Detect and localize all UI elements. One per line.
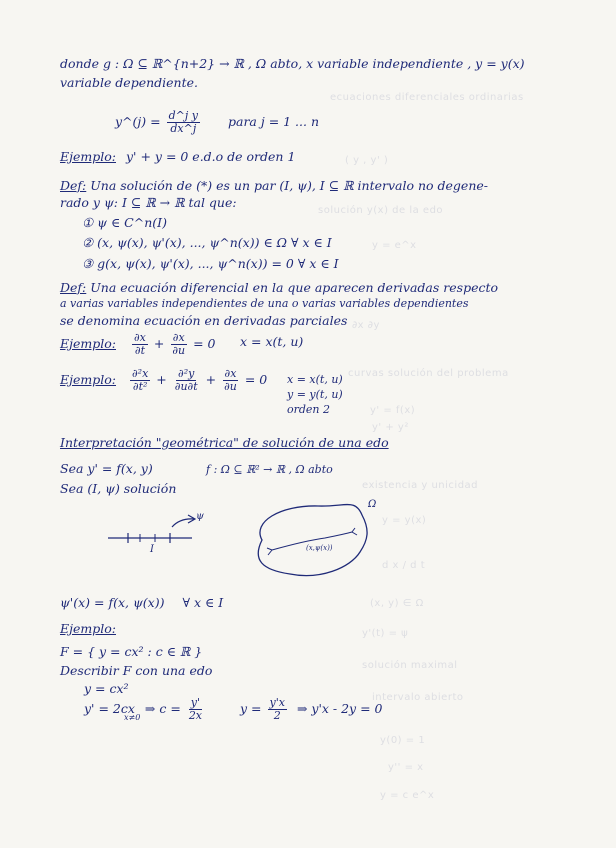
definition-pde: Def: Una ecuación diferencial en la que aparecen derivadas respecto: [60, 280, 499, 295]
example-3: Ejemplo: $\frac{\text{∂²x}}{\text{∂t²}}$ + $\frac{\text{∂²y}}{\partial u\partial t}$ + $\frac{\partial x}{\partial u}$ = 0: [60, 367, 268, 394]
sea-equation: Sea y' = f(x, y): [60, 461, 153, 476]
example-2-function: x = x(t, u): [240, 334, 304, 349]
example-4-label: Ejemplo:: [60, 621, 116, 636]
omega-label: Ω: [368, 499, 377, 510]
definition-pde-line-3: se denomina ecuación en derivadas parciales: [60, 313, 348, 328]
example-3-x: x = x(t, u): [287, 373, 343, 386]
example-1: Ejemplo: y' + y = 0 e.d.o de orden 1: [60, 149, 296, 164]
ghost-text: ( y , y' ): [345, 155, 389, 166]
definition-solution-line-2: rado y ψ: I ⊆ ℝ → ℝ tal que:: [60, 195, 237, 210]
ghost-text: y(0) = 1: [380, 735, 426, 746]
ghost-text: y = c e^x: [380, 790, 435, 801]
example-3-order: orden 2: [287, 403, 331, 416]
example-label: Ejemplo:: [60, 149, 116, 164]
x-nonzero: x≠0: [124, 713, 141, 722]
interval-label: I: [150, 544, 154, 555]
ghost-text: y'(t) = ψ: [362, 628, 409, 639]
intro-line: donde g : Ω ⊆ ℝ^{n+2} → ℝ , Ω abto, x variable independiente , y = y(x): [60, 56, 525, 71]
point-label: (x,ψ(x)): [306, 544, 333, 552]
example-2: Ejemplo: $\frac{\partial x}{\partial t}$ + $\frac{\partial x}{\partial u}$ = 0: [60, 331, 216, 358]
definition-solution: Def: Una solución de (*) es un par (I, ψ), I ⊆ ℝ intervalo no degene-: [60, 178, 488, 193]
ghost-text: solución y(x) de la edo: [318, 205, 444, 216]
psi-label: ψ: [196, 511, 204, 522]
f-definition: f : Ω ⊆ ℝ² → ℝ , Ω abto: [206, 463, 333, 476]
ghost-text: ecuaciones diferenciales ordinarias: [330, 92, 524, 103]
ghost-text: y = e^x: [372, 240, 417, 251]
ghost-text: (x, y) ∈ Ω: [370, 598, 424, 609]
ghost-text: y'' = x: [388, 762, 424, 773]
sea-solution: Sea (I, ψ) solución: [60, 481, 177, 496]
condition-2: ② (x, ψ(x), ψ'(x), ..., ψ^n(x)) ∈ Ω ∀ x ∈ I: [82, 235, 332, 250]
condition-3: ③ g(x, ψ(x), ψ'(x), ..., ψ^n(x)) = 0 ∀ x ∈ I: [82, 256, 339, 271]
ghost-text: y = y(x): [382, 515, 427, 526]
family-definition: F = { y = cx² : c ∈ ℝ }: [60, 644, 203, 659]
psi-equation: ψ'(x) = f(x, ψ(x)) ∀ x ∈ I: [60, 595, 224, 610]
derivation: y' = 2cx ⇒ c = $\frac{y'}{2x}$ y = $\frac{y'x}{2}$ ⇒ y'x - 2y = 0: [84, 696, 383, 723]
describe-line: Describir F con una edo: [60, 663, 213, 678]
ghost-text: existencia y unicidad: [362, 480, 479, 491]
ghost-text: intervalo abierto: [372, 692, 464, 703]
example-3-y: y = y(t, u): [287, 388, 343, 401]
intro-line-2: variable dependiente.: [60, 75, 199, 90]
ghost-text: d x / d t: [382, 560, 426, 571]
ghost-text: ∂x ∂y: [352, 320, 380, 331]
section-title: Interpretación "geométrica" de solución de una edo: [60, 435, 389, 450]
condition-1: ① ψ ∈ C^n(I): [82, 215, 167, 230]
ghost-text: curvas solución del problema: [348, 368, 509, 379]
ghost-text: solución maximal: [362, 660, 458, 671]
definition-pde-line-2: a varias variables independientes de una o varias variables dependientes: [60, 297, 469, 310]
derivative-notation: y^(j) = $\frac{\text{d\textasciicircum{}j y}}{dx\^{}j}$ para j = 1 ... n: [115, 109, 320, 136]
y-cx2: y = cx²: [84, 681, 129, 696]
ghost-text: y' + y²: [372, 422, 409, 433]
ghost-text: y' = f(x): [370, 405, 416, 416]
